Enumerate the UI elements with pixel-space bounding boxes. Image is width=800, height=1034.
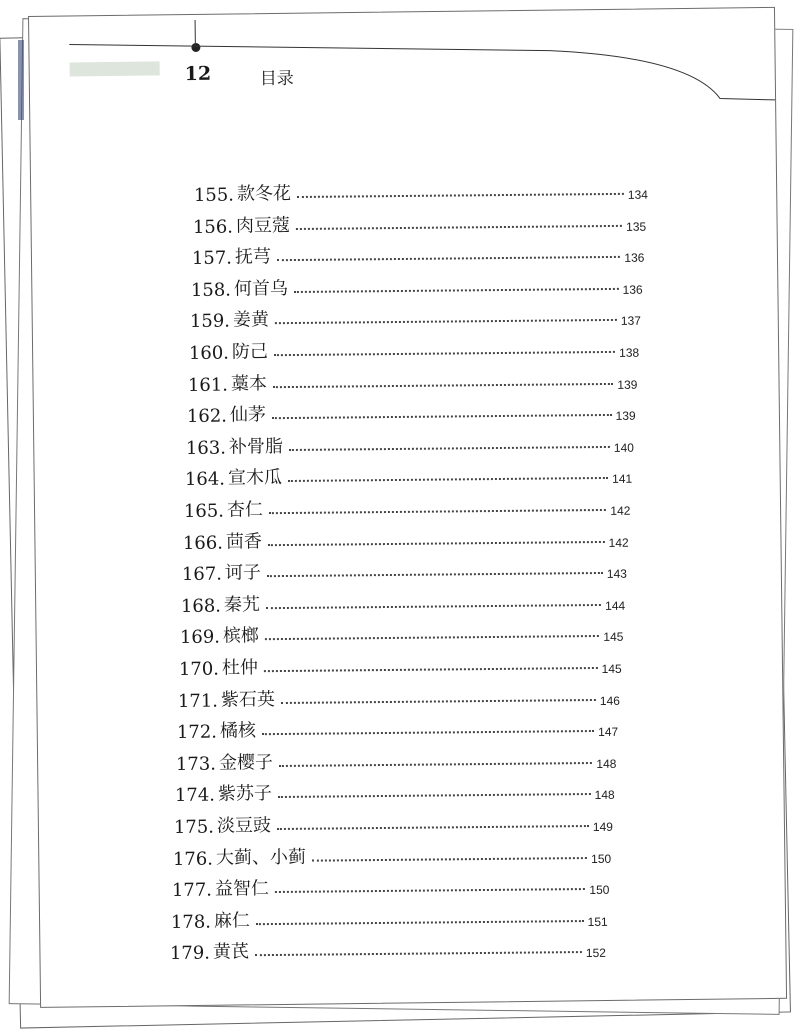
entry-title: 紫苏子 [217, 783, 273, 805]
entry-title: 何首乌 [233, 277, 289, 300]
entry-page-number: 137 [620, 314, 641, 329]
entry-number: 158. [190, 279, 232, 301]
entry-number: 173. [175, 753, 217, 775]
entry-title: 藁本 [230, 372, 268, 395]
entry-number: 174. [174, 785, 216, 807]
entry-title: 紫石英 [220, 688, 276, 711]
entry-page-number: 148 [596, 756, 617, 771]
entry-page-number: 148 [594, 788, 615, 803]
entry-page-number: 151 [587, 914, 608, 929]
toc-entry [180, 614, 624, 648]
entry-title: 大蓟、小蓟 [215, 846, 307, 869]
entry-title: 杜仲 [221, 657, 259, 679]
dot-leader [265, 635, 599, 640]
entry-page-number: 142 [610, 503, 631, 518]
entry-title: 淡豆豉 [216, 815, 272, 837]
toc-entry [172, 867, 610, 901]
dot-leader [297, 193, 624, 198]
entry-page-number: 143 [606, 566, 627, 582]
entry-page-number: 150 [589, 882, 610, 898]
entry-page-number: 147 [598, 724, 619, 740]
toc-entry [194, 172, 648, 206]
toc-entry [174, 804, 613, 838]
entry-page-number: 144 [605, 598, 626, 613]
dot-leader [275, 319, 617, 324]
dot-leader [279, 762, 592, 767]
dot-leader [255, 951, 582, 956]
entry-title: 姜黄 [232, 309, 270, 331]
entry-number: 178. [170, 911, 212, 933]
entry-page-number: 146 [599, 693, 620, 708]
dot-leader [268, 541, 605, 546]
dot-leader [278, 793, 591, 798]
toc-entry [191, 266, 643, 300]
dot-leader [262, 730, 594, 735]
toc-entry [173, 835, 612, 869]
entry-page-number: 139 [615, 408, 636, 424]
page-title: 目录 [259, 68, 294, 90]
entry-page-number: 150 [591, 851, 612, 866]
entry-title: 抚芎 [234, 246, 272, 268]
entry-page-number: 136 [624, 250, 645, 266]
entry-number: 162. [186, 405, 228, 428]
entry-number: 169. [179, 627, 221, 649]
dot-leader [275, 888, 585, 893]
toc-entry [179, 646, 622, 680]
entry-title: 防己 [231, 341, 269, 363]
entry-number: 172. [176, 721, 218, 744]
entry-number: 175. [173, 816, 215, 838]
toc-entry [182, 551, 627, 585]
dot-leader [288, 477, 608, 482]
toc-entry [190, 298, 641, 332]
toc-entry [188, 361, 638, 395]
toc-entry [193, 203, 647, 237]
header-line [29, 8, 775, 127]
toc-entry [170, 930, 606, 964]
dot-leader [294, 288, 619, 293]
entry-title: 麻仁 [213, 910, 251, 932]
dot-leader [281, 699, 596, 704]
dot-leader [296, 224, 622, 229]
entry-page-number: 135 [626, 219, 647, 234]
dot-leader [312, 857, 587, 862]
entry-number: 163. [185, 437, 227, 459]
entry-title: 补骨脂 [228, 435, 284, 458]
dot-leader [264, 667, 598, 672]
toc-entry [184, 488, 631, 522]
entry-title: 宣木瓜 [227, 467, 283, 489]
toc-entry [178, 677, 620, 711]
entry-title: 仙茅 [229, 404, 267, 426]
entry-title: 秦艽 [223, 594, 261, 616]
entry-number: 176. [172, 848, 214, 870]
dot-leader [269, 509, 606, 514]
entry-title: 诃子 [224, 562, 262, 584]
entry-page-number: 138 [619, 345, 640, 360]
dot-leader [273, 383, 613, 388]
entry-number: 157. [191, 247, 233, 270]
entry-page-number: 136 [622, 282, 643, 297]
toc-entry [192, 235, 645, 269]
toc-entry [189, 330, 640, 364]
dot-leader [274, 351, 615, 356]
entry-number: 165. [183, 500, 225, 522]
toc-entry [186, 424, 634, 458]
entry-number: 155. [193, 184, 235, 206]
toc-entry [176, 741, 617, 775]
entry-page-number: 152 [585, 946, 606, 961]
toc-entry [185, 456, 633, 490]
entry-page-number: 145 [603, 630, 624, 645]
entry-title: 橘核 [219, 720, 257, 742]
page-number: 12 [184, 62, 212, 86]
entry-title: 款冬花 [236, 183, 292, 205]
dot-leader [272, 414, 612, 419]
dot-leader [277, 825, 589, 830]
entry-title: 肉豆蔻 [235, 214, 291, 237]
entry-page-number: 149 [592, 819, 613, 834]
entry-number: 167. [181, 563, 223, 586]
entry-number: 161. [187, 374, 229, 396]
toc-entry [175, 772, 615, 806]
entry-number: 164. [184, 469, 226, 491]
entry-page-number: 134 [627, 187, 648, 202]
entry-number: 179. [169, 943, 211, 965]
entry-number: 159. [189, 311, 231, 333]
entry-page-number: 140 [613, 440, 634, 455]
entry-page-number: 141 [612, 472, 633, 487]
dot-leader [277, 256, 620, 261]
entry-number: 177. [171, 879, 213, 902]
entry-title: 槟榔 [222, 625, 260, 647]
dot-leader [266, 604, 601, 609]
entry-number: 170. [178, 658, 220, 680]
dot-leader [256, 920, 584, 925]
toc-entry [177, 709, 619, 743]
toc-entry [181, 583, 626, 617]
dot-leader [289, 446, 610, 451]
entry-title: 金樱子 [218, 751, 274, 774]
entry-number: 166. [182, 532, 224, 554]
entry-number: 156. [192, 216, 234, 238]
toc-entry [183, 519, 629, 553]
entry-title: 杏仁 [226, 499, 264, 521]
entry-page-number: 142 [608, 535, 629, 550]
dot-leader [267, 572, 603, 577]
entry-title: 黄芪 [212, 941, 250, 963]
entry-title: 益智仁 [214, 878, 270, 900]
header-decoration [70, 61, 160, 76]
entry-number: 168. [180, 595, 222, 617]
entry-page-number: 139 [617, 377, 638, 392]
entry-page-number: 145 [601, 661, 622, 676]
entry-number: 160. [188, 342, 230, 364]
entry-title: 茴香 [225, 530, 263, 553]
entry-number: 171. [177, 690, 219, 712]
toc-entry [171, 899, 608, 933]
toc-entry [187, 393, 636, 427]
